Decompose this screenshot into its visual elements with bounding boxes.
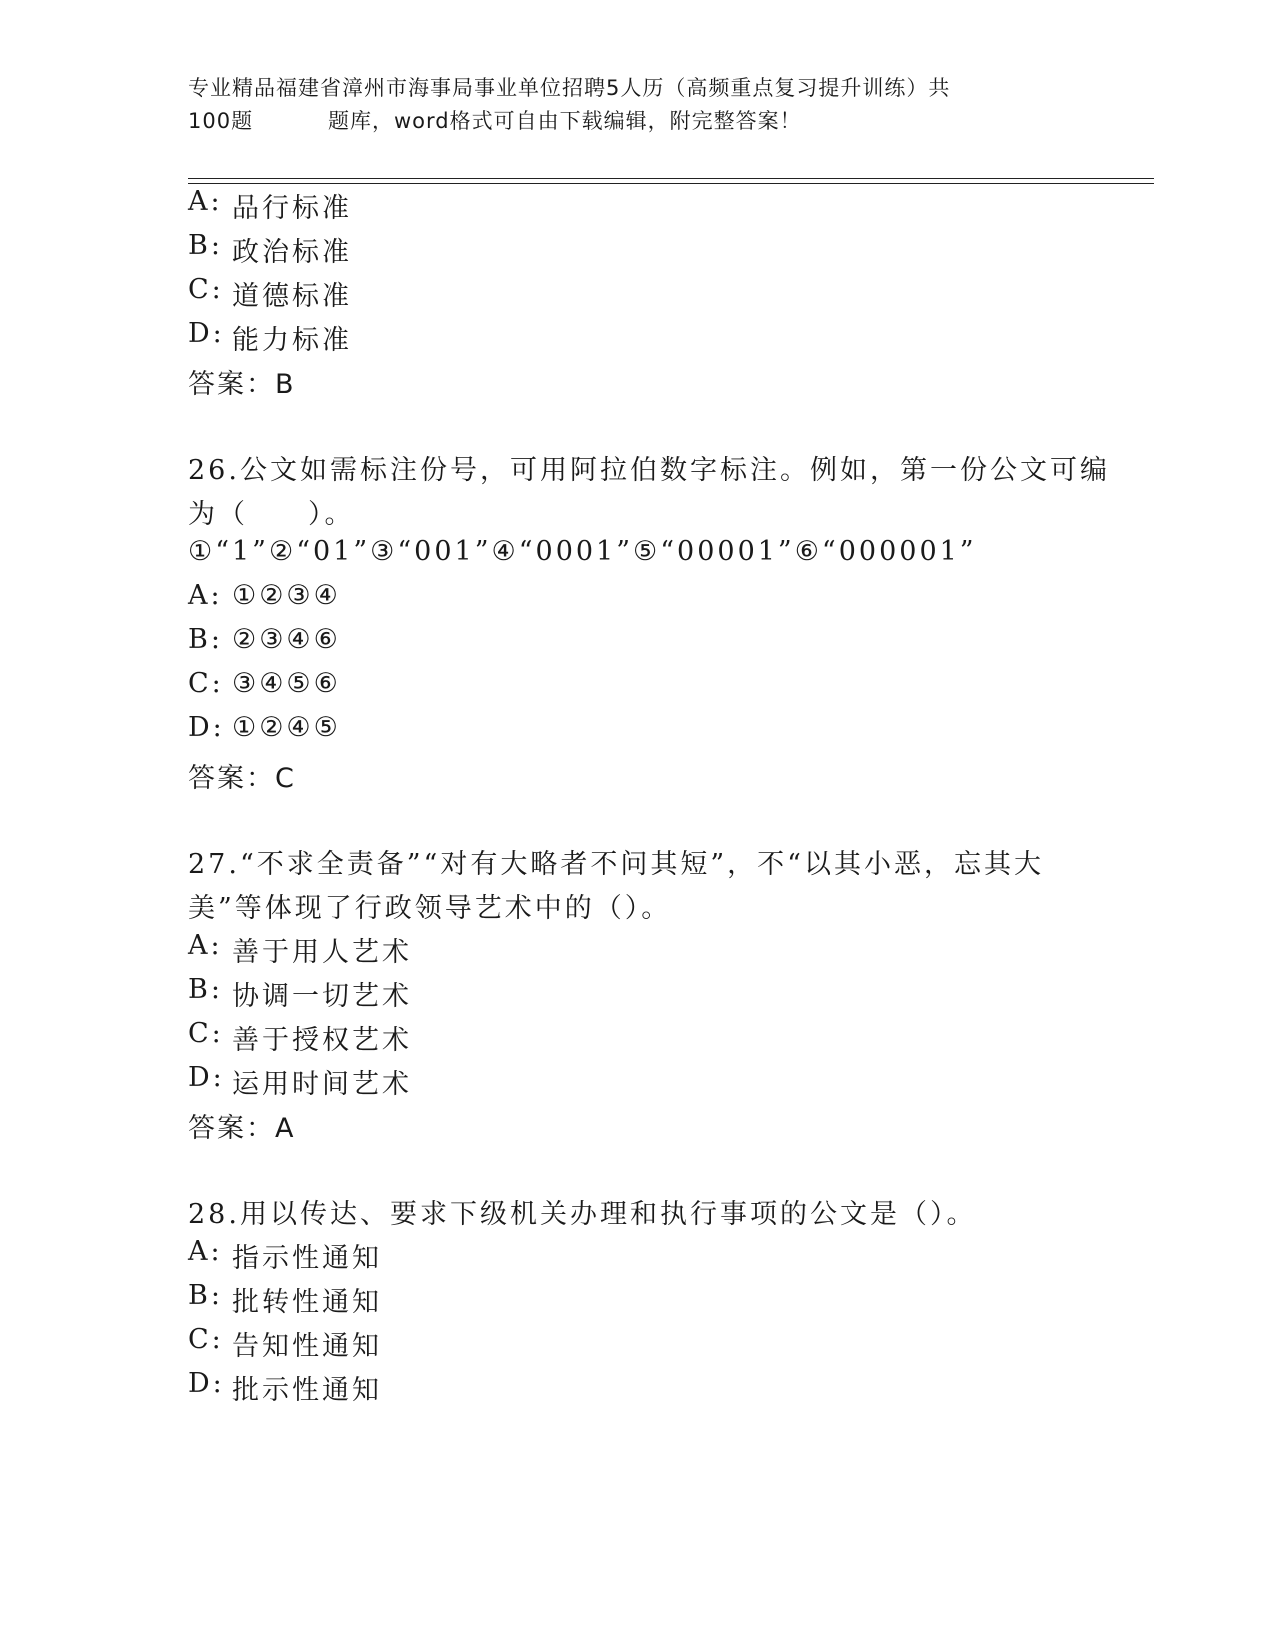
q28-option-d: D: 批示性通知 [188,1368,382,1406]
q27-option-d: D: 运用时间艺术 [188,1062,412,1100]
header-title-line1: 专业精品福建省漳州市海事局事业单位招聘5人历（高频重点复习提升训练）共 [188,76,951,100]
q26-stem-line1: 26.公文如需标注份号，可用阿拉伯数字标注。例如，第一份公文可编 [188,455,1110,486]
document-header [188,72,1088,138]
q25-option-d: D: 能力标准 [188,318,352,356]
q28-stem-line1: 28.用以传达、要求下级机关办理和执行事项的公文是（）。 [188,1199,977,1230]
q27-answer: 答案：A [188,1113,296,1144]
header-description: 题库，word格式可自由下载编辑，附完整答案！ [328,109,802,133]
q25-answer: 答案：B [188,369,296,400]
q28-option-a: A: 指示性通知 [188,1236,382,1274]
header-divider-bottom [188,183,1154,184]
q26-option-d: D: ①②④⑤ [188,712,341,743]
q26-answer: 答案：C [188,763,296,794]
q27-option-c: C: 善于授权艺术 [188,1018,412,1056]
header-divider-top [188,178,1154,179]
q25-option-c: C: 道德标准 [188,274,352,312]
q27-option-a: A: 善于用人艺术 [188,930,412,968]
q27-option-b: B: 协调一切艺术 [188,974,412,1012]
q28-option-c: C: 告知性通知 [188,1324,382,1362]
q26-stem-line2: 为（ ）。 [188,499,355,530]
q27-stem-line2: 美”等体现了行政领导艺术中的（）。 [188,893,672,924]
q25-option-b: B: 政治标准 [188,230,352,268]
header-question-count: 100题 [188,109,254,133]
q26-option-c: C: ③④⑤⑥ [188,668,341,699]
q26-stem-line3: ①“1”②“01”③“001”④“0001”⑤“00001”⑥“000001” [188,536,977,567]
q26-option-a: A: ①②③④ [188,580,341,611]
q27-stem-line1: 27.“不求全责备”“对有大略者不问其短”，不“以其小恶，忘其大 [188,849,1044,880]
header-title-line2 [188,105,1088,138]
q26-option-b: B: ②③④⑥ [188,624,341,655]
q25-option-a: A: 品行标准 [188,186,352,224]
q28-option-b: B: 批转性通知 [188,1280,382,1318]
